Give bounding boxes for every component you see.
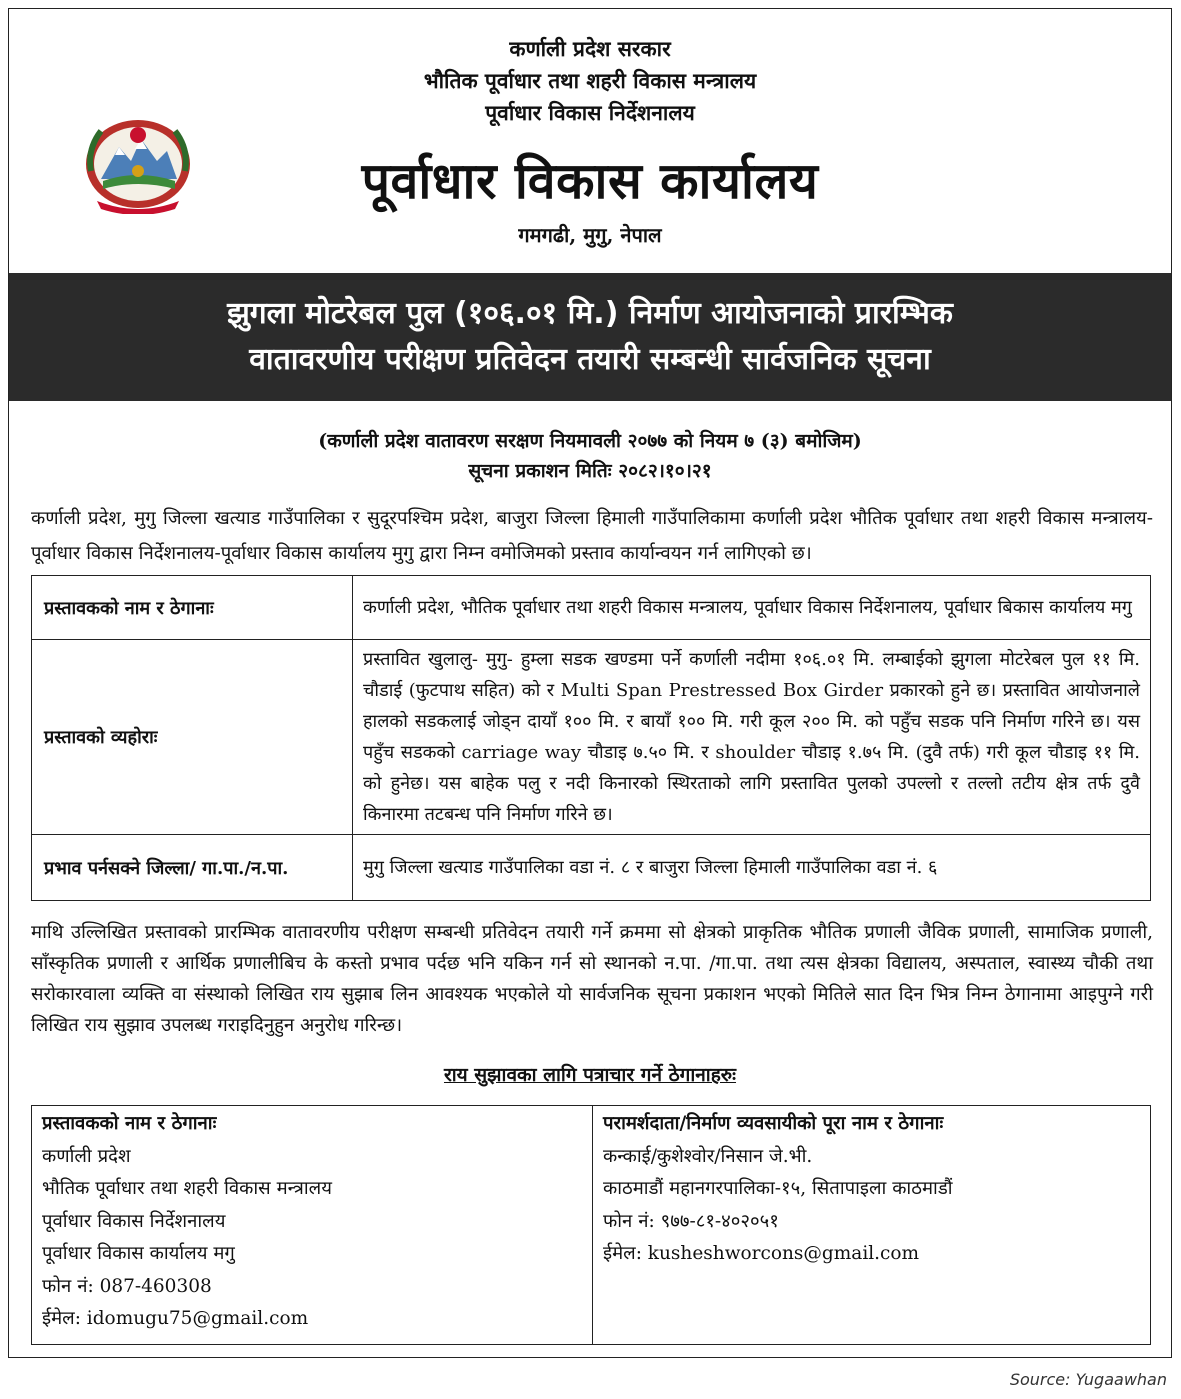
contact-line: काठमाडौं महानगरपालिका-१५, सितापाइला काठमाडौं (603, 1178, 953, 1199)
proposal-info-table (31, 575, 1151, 901)
notice-banner (9, 273, 1171, 401)
office-title: पूर्वाधार विकास कार्यालय (361, 152, 819, 210)
row-value: मुगु जिल्ला खत्याड गाउँपालिका वडा नं. ८ र बाजुरा जिल्ला हिमाली गाउँपालिका वडा नं. ६ (353, 835, 1151, 901)
contact-line: पूर्वाधार विकास कार्यालय मगु (42, 1243, 235, 1264)
contact-phone: फोन नं: ९७७-८१-४०२०५१ (603, 1210, 779, 1232)
proponent-heading: प्रस्तावकको नाम र ठेगानाः (42, 1113, 217, 1134)
contact-line: भौतिक पूर्वाधार तथा शहरी विकास मन्त्रालय (42, 1178, 332, 1199)
contacts-table (31, 1105, 1151, 1345)
row-label: प्रभाव पर्नसक्ने जिल्ला/ गा.पा./न.पा. (32, 835, 353, 901)
ministry-name: भौतिक पूर्वाधार तथा शहरी विकास मन्त्रालय (423, 68, 757, 93)
row-value: कर्णाली प्रदेश, भौतिक पूर्वाधार तथा शहरी विकास मन्त्रालय, पूर्वाधार विकास निर्देशनालय, पूर्वाधार बिकास कार्यालय मगु (353, 576, 1151, 640)
banner-line-2: वातावरणीय परीक्षण प्रतिवेदन तयारी सम्बन्धी सार्वजनिक सूचना (249, 342, 931, 377)
rule-reference: (कर्णाली प्रदेश वातावरण सरक्षण नियमावली २०७७ को नियम ७ (३) बमोजिम) (318, 430, 862, 452)
request-paragraph: माथि उल्लिखित प्रस्तावको प्रारम्भिक वातावरणीय परीक्षण सम्बन्धी प्रतिवेदन तयारी गर्ने क्रममा सो क्षेत्रको प्राकृतिक भौतिक प्रणाली जैविक प्रणाली, सामाजिक प्रणाली, साँस्कृतिक प्रणाली र आर्थिक प्रणालीबिच के कस्तो प्रभाव पर्दछ भनि यकिन गर्न सो स्थानको न.पा. /गा.पा. तथा त्यस क्षेत्रका विद्यालय, अस्पताल, स्वास्थ्य चौकी तथा सरोकारवाला व्यक्ति वा संस्थाको लिखित राय सुझाब लिन आवश्यक भएकोले यो सार्वजनिक सूचना प्रकाशन भएको मितिले सात दिन भित्र निम्न ठेगानामा आइपुग्ने गरी लिखित राय सुझाव उपलब्ध गराइदिनुहुन अनुरोध गरिन्छ। (31, 922, 1153, 1036)
contact-line: कर्णाली प्रदेश (42, 1145, 131, 1167)
directorate-name: पूर्वाधार विकास निर्देशनालय (485, 100, 695, 125)
table-row (32, 1106, 1151, 1345)
source-credit: Source: Yugaawhan (1009, 1370, 1167, 1389)
table-row (32, 835, 1151, 901)
contacts-title: राय सुझावका लागि पत्राचार गर्ने ठेगानाहरुः (443, 1064, 737, 1086)
contact-email: ईमेल: idomugu75@gmail.com (42, 1308, 309, 1329)
intro-paragraph: कर्णाली प्रदेश, मुगु जिल्ला खत्याड गाउँपालिका र सुदूरपश्चिम प्रदेश, बाजुरा जिल्ला हिमाली गाउँपालिकामा कर्णाली प्रदेश भौतिक पूर्वाधार तथा शहरी विकास मन्त्रालय-पूर्वाधार विकास निर्देशनालय-पूर्वाधार विकास कार्यालय मुगु द्वारा निम्न वमोजिमको प्रस्ताव कार्यान्वयन गर्न लागिएको छ। (31, 508, 1153, 564)
office-location: गमगढी, मुगु, नेपाल (518, 223, 662, 247)
table-row (32, 576, 1151, 640)
consultant-heading: परामर्शदाता/निर्माण व्यवसायीको पूरा नाम र ठेगानाः (603, 1113, 944, 1134)
row-value: प्रस्तावित खुलालु- मुगु- हुम्ला सडक खण्डमा पर्ने कर्णाली नदीमा १०६.०१ मि. लम्बाईको झुगला मोटरेबल पुल ११ मि. चौडाई (फुटपाथ सहित) को र Multi Span Prestressed Box Girder प्रकारको हुने छ। प्रस्तावित आयोजनाले हालको सडकलाई जोड्न दायाँ १०० मि. र बायाँ १०० मि. गरी कूल २०० मि. को पहुँच सडक पनि निर्माण गरिने छ। यस पहुँच सडकको carriage way चौडाइ ७.५० मि. र shoulder चौडाइ १.७५ मि. (दुवै तर्फ) गरी कूल चौडाइ ११ मि. को हुनेछ। यस बाहेक पलु र नदी किनारको स्थिरताको लागि प्रस्तावित पुलको उपल्लो र तल्लो तटीय क्षेत्र तर्फ दुवै किनारमा तटबन्ध पनि निर्माण गरिने छ। (353, 640, 1151, 835)
header (9, 9, 1171, 273)
proponent-contact (32, 1106, 593, 1345)
govt-name: कर्णाली प्रदेश सरकार (509, 36, 671, 61)
contact-phone: फोन नं: 087-460308 (42, 1275, 212, 1297)
contact-line: कन्काई/कुशेश्वोर/निसान जे.भी. (603, 1145, 813, 1167)
contact-line: पूर्वाधार विकास निर्देशनालय (42, 1210, 226, 1232)
banner-line-1: झुगला मोटरेबल पुल (१०६.०१ मि.) निर्माण आयोजनाको प्रारम्भिक (227, 296, 953, 331)
notice-frame (8, 8, 1172, 1358)
row-label: प्रस्तावको व्यहोराः (32, 640, 353, 835)
consultant-contact (593, 1106, 1151, 1345)
contact-email: ईमेल: kusheshworcons@gmail.com (603, 1243, 920, 1264)
table-row (32, 640, 1151, 835)
publication-date: सूचना प्रकाशन मितिः २०८२।१०।२१ (468, 460, 712, 482)
row-label: प्रस्तावकको नाम र ठेगानाः (32, 576, 353, 640)
